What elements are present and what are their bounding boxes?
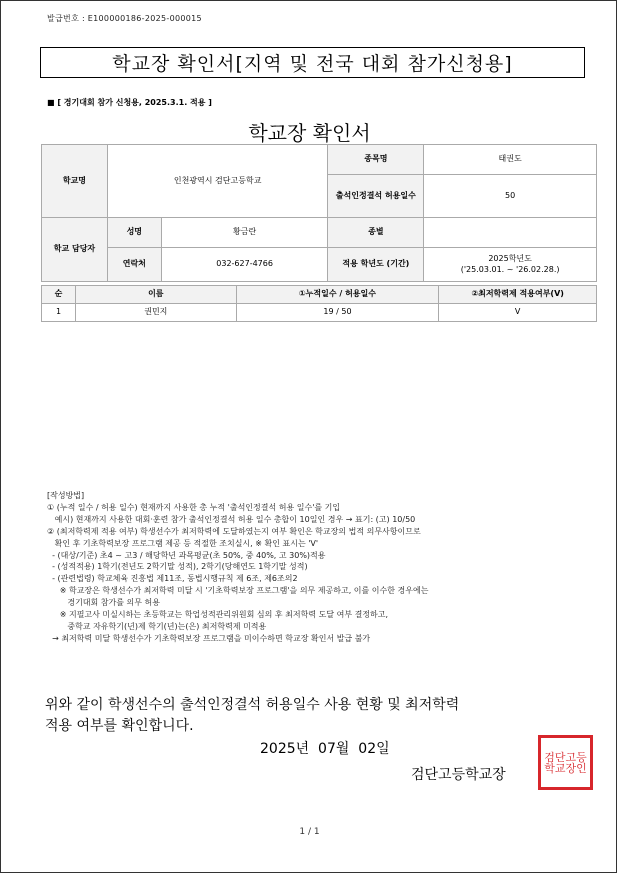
event-label: 종목명: [328, 145, 424, 175]
name-value: 황금란: [161, 218, 328, 248]
school-label: 학교명: [42, 145, 108, 218]
note-line: ※ 지필고사 미실시하는 초등학교는 학업성적관리위원회 심의 후 최저학력 도달 여부 결정하고,: [47, 610, 389, 620]
official-seal-stamp: [538, 735, 593, 790]
allowed-days-value: 50: [424, 175, 597, 218]
student-table: [41, 285, 597, 322]
allowed-days-label: 출석인정결석 허용일수: [328, 175, 424, 218]
school-value: 인천광역시 검단고등학교: [107, 145, 328, 218]
note-line: ※ 학교장은 학생선수가 최저학력 미달 시 '기초학력보장 프로그램'을 의무 제공하고, 이를 이수한 경우에는: [47, 586, 429, 596]
note-line: ② (최저학력제 적용 여부) 학생선수가 최저학력에 도달하였는지 여부 확인은 학교장의 법적 의무사항이므로: [47, 526, 421, 536]
row-name: 권민지: [75, 304, 236, 322]
note-line: - (관련법령) 학교체육 진흥법 제11조, 동법시행규칙 제 6조, 제6조의2: [47, 574, 298, 584]
apply-year-label: 적용 학년도 (기간): [328, 248, 424, 282]
manager-label: 학교 담당자: [42, 218, 108, 282]
note-line: 경기대회 참가를 의무 허용: [47, 598, 160, 608]
note-line: 예시) 현재까지 사용한 대회·훈련 참가 출석인정결석 허용 일수 총합이 10일인 경우 → 표기: (고) 10/50: [47, 514, 416, 524]
header-no: 순: [42, 286, 76, 304]
table-row: [42, 304, 597, 322]
row-no: 1: [42, 304, 76, 322]
seal-line-1: 검단고등: [544, 750, 587, 764]
principal-name: 검단고등학교장: [411, 767, 506, 783]
form-title: 학교장 확인서: [248, 121, 371, 145]
apply-period-value: ('25.03.01. ~ '26.02.28.): [460, 264, 560, 274]
student-table-header: [42, 286, 597, 304]
row-days: 19 / 50: [236, 304, 439, 322]
main-title: 학교장 확인서[지역 및 전국 대회 참가신청용]: [40, 47, 585, 78]
name-label: 성명: [107, 218, 161, 248]
note-line: → 최저학력 미달 학생선수가 기초학력보장 프로그램을 미이수하면 학교장 확인서 발급 불가: [47, 633, 371, 643]
note-label: 종별: [328, 218, 424, 248]
info-table: [41, 144, 597, 282]
header-name: 이름: [75, 286, 236, 304]
confirmation-line-1: 위와 같이 학생선수의 출석인정결석 허용일수 사용 현황 및 최저학력: [45, 697, 460, 713]
issue-date: 2025년 07월 02일: [260, 741, 390, 757]
page-indicator: 1 / 1: [299, 827, 320, 837]
seal-line-2: 학교장인: [544, 761, 587, 775]
writing-instructions: [47, 490, 428, 645]
apply-year-cell: [424, 248, 597, 282]
header-min-academic: ②최저학력제 적용여부(V): [439, 286, 597, 304]
note-line: [작성방법]: [47, 491, 85, 500]
row-min-academic: V: [439, 304, 597, 322]
confirmation-statement: [45, 695, 459, 737]
issue-number: 발급번호 : E100000186-2025-000015: [47, 14, 202, 23]
note-line: 중학교 자유학기(년)제 학기(년)는(은) 최저학력제 미적용: [47, 621, 267, 631]
confirmation-line-2: 적용 여부를 확인합니다.: [45, 718, 194, 734]
note-line: 확인 후 기초학력보장 프로그램 제공 등 적절한 조치실시, ※ 확인 표시는 'V': [47, 538, 319, 548]
note-line: ① (누적 일수 / 허용 일수) 현재까지 사용한 총 누적 '출석인정결석 허용 일수'를 기입: [47, 502, 341, 512]
apply-year-value: 2025학년도: [488, 253, 532, 263]
contact-label: 연락처: [107, 248, 161, 282]
note-line: - (대상/기준) 초4 ~ 고3 / 해당학년 과목평균(초 50%, 중 40%, 고 30%)적용: [47, 550, 326, 560]
header-days: ①누적일수 / 허용일수: [236, 286, 439, 304]
note-value: [424, 218, 597, 248]
event-value: 태권도: [424, 145, 597, 175]
note-line: - (성적적용) 1학기(전년도 2학기말 성적), 2학기(당해연도 1학기말 성적): [47, 562, 308, 572]
applied-note: ■ [ 경기대회 참가 신청용, 2025.3.1. 적용 ]: [47, 98, 212, 107]
contact-value: 032-627-4766: [161, 248, 328, 282]
